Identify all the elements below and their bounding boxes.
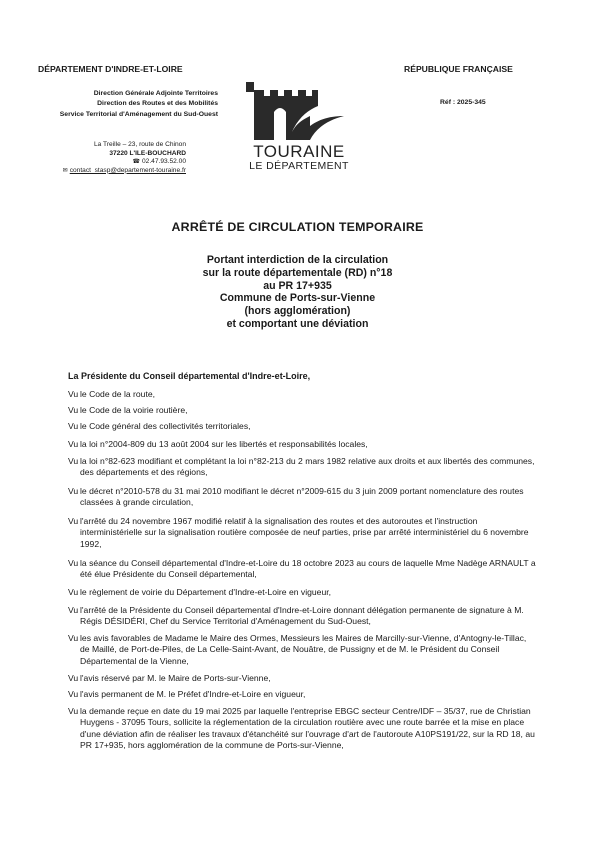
- vu-text: la loi n°2004-809 du 13 août 2004 sur les libertés et responsabilités locales,: [80, 439, 368, 449]
- vu-item: [68, 706, 538, 751]
- vu-label: Vu: [68, 706, 79, 716]
- subtitle-line: (hors agglomération): [244, 305, 351, 318]
- castle-tower-icon: [240, 76, 358, 142]
- email-line: [40, 167, 186, 176]
- vu-label: Vu: [68, 673, 79, 683]
- document-subtitle: [0, 254, 595, 331]
- vu-item: [68, 486, 538, 509]
- vu-item: [68, 633, 538, 667]
- vu-item: [68, 421, 538, 432]
- vu-text: l'avis réservé par M. le Maire de Ports-sur-Vienne,: [80, 673, 271, 683]
- republic-label: RÉPUBLIQUE FRANÇAISE: [404, 64, 513, 74]
- direction-line: Direction des Routes et des Mobilités: [97, 100, 218, 108]
- vu-label: Vu: [68, 405, 79, 415]
- document-title: ARRÊTÉ DE CIRCULATION TEMPORAIRE: [171, 220, 424, 234]
- phone-line: [40, 158, 186, 167]
- vu-text: le règlement de voirie du Département d'Indre-et-Loire en vigueur,: [80, 587, 332, 597]
- vu-text: le décret n°2010-578 du 31 mai 2010 modifiant le décret n°2009-615 du 3 juin 2009 portant nomenclature des routes classées à grande circulation,: [80, 486, 524, 508]
- vu-item: [68, 689, 538, 700]
- subtitle-line: sur la route départementale (RD) n°18: [202, 266, 393, 279]
- vu-item: [68, 456, 538, 479]
- vu-item: [68, 516, 538, 550]
- phone-number: 02.47.93.52.00: [142, 158, 186, 166]
- vu-text: le Code de la route,: [80, 389, 156, 399]
- phone-icon: ☎: [132, 159, 140, 166]
- vu-item: [68, 405, 538, 416]
- email-link[interactable]: contact_stasp@departement-touraine.fr: [69, 166, 186, 174]
- vu-text: le Code de la voirie routière,: [80, 405, 188, 415]
- vu-label: Vu: [68, 486, 79, 496]
- reference-number: Réf : 2025-345: [440, 99, 486, 106]
- vu-item: [68, 389, 538, 400]
- vu-label: Vu: [68, 516, 79, 526]
- directions-block: [28, 89, 218, 120]
- presidente-heading: La Présidente du Conseil départemental d'Indre-et-Loire,: [68, 371, 311, 381]
- vu-label: Vu: [68, 605, 79, 615]
- vu-text: la demande reçue en date du 19 mai 2025 par laquelle l'entreprise EBGC secteur Centre/IDF – 35/37, rue de Christian Huygens - 37095 Tours, sollicite la réglementation de la circulation routière avec une route barrée et la mise en place d'une déviation afin de réaliser les travaux d'étanchéité sur l'ouvrage d'art de l'autoroute A10PS191/22, sur la RD 18, au PR 17+935, hors agglomération de la commune de Ports-sur-Vienne,: [80, 706, 535, 750]
- address-block: [40, 141, 186, 175]
- vu-text: la loi n°82-623 modifiant et complétant la loi n°82-213 du 2 mars 1982 relative aux droits et aux libertés des communes, des départements et des régions,: [80, 456, 535, 478]
- logo-name: TOURAINE: [253, 142, 345, 161]
- subtitle-line: Commune de Ports-sur-Vienne: [219, 292, 376, 305]
- vu-label: Vu: [68, 456, 79, 466]
- department-name: DÉPARTEMENT D'INDRE-ET-LOIRE: [38, 64, 183, 74]
- vu-item: [68, 439, 538, 450]
- vu-text: l'arrêté de la Présidente du Conseil départemental d'Indre-et-Loire donnant délégation permanente de signature à M. Régis DÉSIDÉRI, Chef du Service Territorial d'Aménagement du Sud-Ouest,: [80, 605, 524, 627]
- vu-label: Vu: [68, 439, 79, 449]
- vu-label: Vu: [68, 558, 79, 568]
- subtitle-line: et comportant une déviation: [226, 317, 369, 330]
- vu-item: [68, 605, 538, 628]
- vu-label: Vu: [68, 587, 79, 597]
- touraine-logo: [240, 76, 358, 176]
- vu-label: Vu: [68, 421, 79, 431]
- vu-text: l'avis permanent de M. le Préfet d'Indre-et-Loire en vigueur,: [80, 689, 306, 699]
- vu-item: [68, 673, 538, 684]
- direction-line: Service Territorial d'Aménagement du Sud-Ouest: [59, 110, 218, 118]
- email-icon: ✉: [62, 167, 68, 174]
- direction-line: Direction Générale Adjointe Territoires: [93, 90, 218, 97]
- subtitle-line: au PR 17+935: [263, 279, 332, 292]
- vu-text: la séance du Conseil départemental d'Indre-et-Loire du 18 octobre 2023 au cours de laquelle Mme Nadège ARNAULT a été élue Présidente du Conseil départemental,: [80, 558, 536, 580]
- vu-item: [68, 587, 538, 598]
- subtitle-line: Portant interdiction de la circulation: [206, 254, 389, 266]
- address-line-2: 37220 L'ILE-BOUCHARD: [109, 149, 186, 157]
- vu-label: Vu: [68, 689, 79, 699]
- logo-subtitle: LE DÉPARTEMENT: [249, 160, 349, 172]
- vu-text: l'arrêté du 24 novembre 1967 modifié relatif à la signalisation des routes et des autoroutes et l'instruction interministérielle sur la signalisation routière composée de neuf parties, prise par arrêté interministériel du 6 novembre 1992,: [80, 516, 529, 549]
- vu-text: le Code général des collectivités territoriales,: [80, 421, 251, 431]
- vu-label: Vu: [68, 633, 79, 643]
- address-line-1: La Treille – 23, route de Chinon: [93, 141, 186, 148]
- vu-label: Vu: [68, 389, 79, 399]
- vu-item: [68, 558, 538, 581]
- vu-text: les avis favorables de Madame le Maire des Ormes, Messieurs les Maires de Marcilly-sur-Vienne, d'Antogny-le-Tillac, de Maillé, de Port-de-Piles, de La Celle-Saint-Avant, de Nouâtre, de Pussigny et de M. le Président du Conseil Départemental de la Vienne,: [80, 633, 527, 666]
